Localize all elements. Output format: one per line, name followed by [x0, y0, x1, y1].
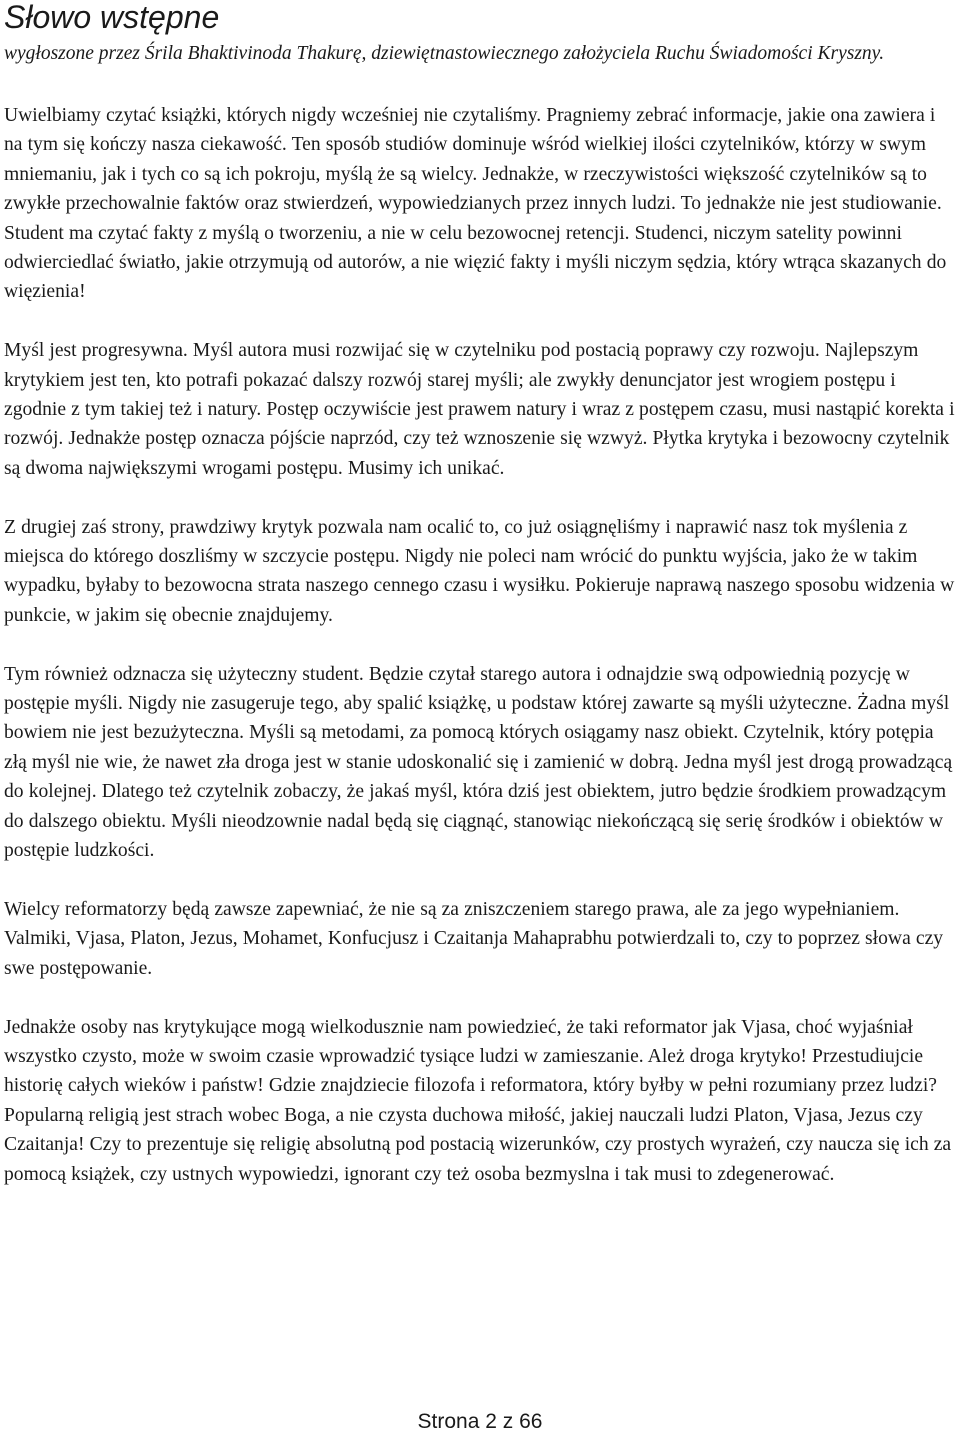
page-title: Słowo wstępne: [4, 0, 220, 35]
paragraph: Wielcy reformatorzy będą zawsze zapewniać, że nie są za zniszczeniem starego prawa, ale za jego wypełnianiem. Valmiki, Vjasa, Platon, Jezus, Mohamet, Konfucjusz i Czaitanja Mahaprabhu potwierdzali to, czy to poprzez słowa czy swe postępowanie.: [4, 898, 944, 979]
paragraph: Uwielbiamy czytać książki, których nigdy wcześniej nie czytaliśmy. Pragniemy zebrać informacje, jakie ona zawiera i na tym się kończy nasza ciekawość. Ten sposób studiów dominuje wśród wielkiej ilości czytelników, którzy w swym mniemaniu, jak i tych co są ich pokroju, myślą że są wielcy. Jednakże, w rzeczywistości większość czytelników są to zwykłe przechowalnie faktów oraz stwierdzeń, wypowiedzianych przez innych ludzi. To jednakże nie jest studiowanie. Student ma czytać fakty z myślą o tworzeniu, a nie w celu bezowocnej retencji. Studenci, niczym satelity powinni odwierciedlać światło, jakie otrzymują od autorów, a nie więzić fakty i myśli niczym sędzia, który wtrąca skazanych do więzienia!: [4, 105, 947, 303]
paragraph: Z drugiej zaś strony, prawdziwy krytyk pozwala nam ocalić to, co już osiągnęliśmy i naprawić nasz tok myślenia z miejsca do którego doszliśmy w szczycie postępu. Nigdy nie poleci nam wrócić do punktu wyjścia, jako że w takim wypadku, byłaby to bezowocna strata naszego cennego czasu i wysiłku. Pokieruje naprawą naszego sposobu widzenia w punkcie, w jakim się obecnie znajdujemy.: [4, 516, 955, 626]
document-page: [4, 0, 956, 1218]
page-number-footer: Strona 2 z 66: [417, 1410, 543, 1433]
body-text: [4, 101, 956, 1189]
page-subtitle: wygłoszone przez Śrila Bhaktivinoda Thakurę, dziewiętnastowiecznego założyciela Ruchu Świadomości Kryszny.: [4, 43, 885, 64]
paragraph: Myśl jest progresywna. Myśl autora musi rozwijać się w czytelniku pod postacią poprawy czy rozwoju. Najlepszym krytykiem jest ten, kto potrafi pokazać dalszy rozwój starej myśli; ale zwykły denuncjator jest wrogiem postępu i zgodnie z tym takiej też i natury. Postęp oczywiście jest prawem natury i wraz z postępem czasu, musi nastąpić korekta i rozwój. Jednakże postęp oznacza pójście naprzód, czy też wznoszenie się wzwyż. Płytka krytyka i bezowocny czytelnik są dwoma największymi wrogami postępu. Musimy ich unikać.: [4, 340, 955, 479]
paragraph: Jednakże osoby nas krytykujące mogą wielkodusznie nam powiedzieć, że taki reformator jak Vjasa, choć wyjaśniał wszystko czysto, może w swoim czasie wprowadzić tysiące ludzi w zamieszanie. Ależ droga krytyko! Przestudiujcie historię całych wieków i państw! Gdzie znajdziecie filozofa i reformatora, który byłby w pełni rozumiany przez ludzi? Popularną religią jest strach wobec Boga, a nie czysta duchowa miłość, jakiej nauczali ludzi Platon, Vjasa, Jezus czy Czaitanja! Czy to prezentuje się religię absolutną pod postacią wizerunków, czy prostych wyrażeń, czy naucza się ich za pomocą książek, czy ustnych wypowiedzi, ignorant czy też osoba bezmyslna i tak musi to zdegenerować.: [4, 1016, 952, 1185]
paragraph: Tym również odznacza się użyteczny student. Będzie czytał starego autora i odnajdzie swą odpowiednią pozycję w postępie myśli. Nigdy nie zasugeruje tego, aby spalić książkę, u podstaw której zawarte są myśli użyteczne. Żadna myśl bowiem nie jest bezużyteczna. Myśli są metodami, za pomocą których osiągamy nasz obiekt. Czytelnik, który potępia złą myśl nie wie, że nawet zła droga jest w stanie udoskonalić się i zamienić w dobrą. Jedna myśl jest drogą prowadzącą do kolejnej. Dlatego też czytelnik zobaczy, że jakaś myśl, która dziś jest obiektem, jutro będzie środkiem prowadzącym do dalszego obiektu. Myśli nieodzownie nadal będą się ciągnąć, stanowiąc niekończącą się serię środków i obiektów w postępie ludzkości.: [4, 663, 953, 862]
